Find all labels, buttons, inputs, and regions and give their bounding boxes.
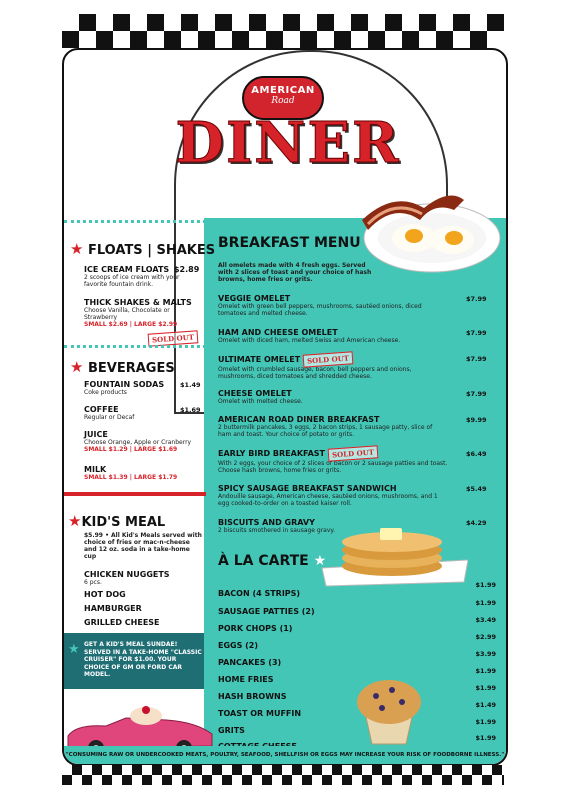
star-icon: ★	[68, 512, 82, 530]
star-icon: ★	[70, 358, 84, 376]
item-name: GRILLED CHEESE	[84, 618, 160, 627]
floats-heading-label: FLOATS | SHAKES	[87, 243, 216, 258]
sold-out-stamp: SOLD OUT	[148, 330, 199, 346]
item-price: $7.99	[466, 329, 487, 337]
menu-item	[218, 447, 450, 474]
item-name: EARLY BIRD BREAKFAST	[218, 449, 325, 458]
item-price: $2.99	[475, 633, 496, 641]
item-price: $1.49	[475, 701, 496, 709]
star-icon: ★	[313, 553, 327, 569]
item-price: $6.49	[466, 450, 487, 458]
menu-item	[84, 298, 202, 328]
item-desc: 2 scoops of ice cream with your favorite fountain drink.	[84, 274, 180, 288]
item-name: CHICKEN NUGGETS	[84, 570, 170, 579]
logo-text-bottom: Road	[271, 96, 295, 106]
item-desc: Choose Vanilla, Chocolate or Strawberry	[84, 307, 170, 321]
pancakes-plate-image	[318, 520, 468, 588]
menu-item	[218, 389, 438, 405]
item-name: FOUNTAIN SODAS	[84, 380, 165, 389]
item-sizes: SMALL $1.29 | LARGE $1.69	[84, 446, 178, 453]
item-price: $7.99	[466, 390, 487, 398]
item-name: PORK CHOPS (1)	[218, 624, 293, 633]
item-price: $7.99	[466, 295, 487, 303]
item-name: ULTIMATE OMELET	[218, 355, 301, 364]
dotted-divider	[64, 345, 206, 348]
menu-item	[218, 484, 448, 507]
item-price: $7.99	[466, 355, 487, 363]
checker-border-top	[62, 14, 504, 48]
diner-title: DINER	[175, 110, 401, 176]
alacarte-heading-label: À LA CARTE	[218, 553, 309, 569]
menu-item	[84, 570, 202, 586]
item-price: $1.99	[475, 667, 496, 675]
item-desc: With 2 eggs, your choice of 2 slices of bacon or 2 sausage patties and toast. Choose hash browns, home fries or grits.	[218, 460, 448, 474]
item-desc: 2 biscuits smothered in sausage gravy.	[218, 527, 336, 534]
item-sizes: SMALL $1.39 | LARGE $1.79	[84, 474, 178, 481]
item-price: $1.69	[180, 406, 201, 414]
item-price: $1.99	[475, 581, 496, 589]
menu-card	[62, 48, 508, 766]
item-name: COFFEE	[84, 405, 119, 414]
item-name: ICE CREAM FLOATS	[84, 265, 170, 274]
menu-item	[218, 415, 438, 438]
breakfast-intro-text: All omelets made with 4 fresh eggs. Served with 2 slices of toast and your choice of hash browns, home fries or grits.	[218, 262, 372, 283]
item-name: TOAST OR MUFFIN	[218, 709, 302, 718]
item-desc: 6 pcs.	[84, 579, 102, 586]
menu-item	[84, 265, 202, 288]
beverages-heading	[70, 358, 175, 376]
item-desc: Omelet with diced ham, melted Swiss and American cheese.	[218, 337, 401, 344]
menu-item	[218, 294, 438, 317]
item-price: $1.99	[475, 684, 496, 692]
star-icon: ★	[68, 642, 80, 657]
breakfast-heading-label: BREAKFAST MENU	[218, 235, 361, 251]
breakfast-heading	[218, 235, 378, 251]
kids-intro	[84, 532, 202, 560]
menu-item	[218, 581, 496, 600]
menu-item	[218, 353, 448, 380]
beverages-heading-label: BEVERAGES	[87, 361, 175, 376]
item-price: $5.49	[466, 485, 487, 493]
floats-heading	[70, 240, 215, 258]
item-desc: Coke products	[84, 389, 127, 396]
item-price: $3.49	[475, 616, 496, 624]
item-price: $1.49	[180, 381, 201, 389]
item-desc: Regular or Decaf	[84, 414, 135, 421]
item-name: HOT DOG	[84, 590, 126, 599]
item-price: $2.89	[173, 265, 200, 274]
item-name: HOME FRIES	[218, 675, 274, 684]
star-icon: ★	[70, 240, 84, 258]
item-name: CHEESE OMELET	[218, 389, 292, 398]
logo-text-top: AMERICAN	[251, 85, 315, 96]
item-desc: Omelet with green bell peppers, mushrooms, sautéed onions, diced tomatoes and melted cheese.	[218, 303, 422, 317]
muffin-image	[352, 674, 426, 746]
item-name: VEGGIE OMELET	[218, 294, 291, 303]
red-divider	[64, 492, 206, 496]
kids-heading	[68, 512, 165, 530]
item-price: $4.29	[466, 519, 487, 527]
sold-out-stamp: SOLD OUT	[303, 351, 354, 367]
item-name: HAMBURGER	[84, 604, 142, 613]
item-price: $1.99	[475, 599, 496, 607]
alacarte-heading	[218, 553, 326, 569]
star-icon: ★	[365, 235, 379, 251]
item-name: HAM AND CHEESE OMELET	[218, 328, 338, 337]
item-desc: Omelet with crumbled sausage, bacon, bell peppers and onions, mushrooms, diced tomatoes and shredded cheese.	[218, 366, 412, 380]
menu-item	[218, 328, 438, 344]
menu-item	[84, 618, 160, 627]
item-name: JUICE	[84, 430, 108, 439]
kids-heading-label: KID'S MEAL	[81, 515, 166, 530]
menu-item	[84, 430, 204, 453]
kids-intro-text: $5.99 • All Kid's Meals served with choice of fries or mac-n-cheese and 12 oz. soda in a take-home cup	[84, 532, 202, 560]
item-price: $9.99	[466, 416, 487, 424]
item-desc: Omelet with melted cheese.	[218, 398, 303, 405]
kids-promo-text: GET A KID'S MEAL SUNDAE! SERVED IN A TAKE-HOME "CLASSIC CRUISER" FOR $1.00. YOUR CHOICE OF GM OR FORD CAR MODEL.	[84, 641, 202, 678]
item-desc: Andouille sausage, American cheese, sautéed onions, mushrooms, and 1 egg cooked-to-order on a toasted kaiser roll.	[218, 493, 438, 507]
dotted-divider	[64, 220, 206, 223]
item-price: $3.99	[475, 650, 496, 658]
menu-item	[84, 590, 126, 599]
breakfast-intro	[218, 262, 378, 283]
item-name: EGGS (2)	[218, 641, 259, 650]
item-price: $1.99	[475, 734, 496, 742]
checker-border-bottom	[62, 765, 504, 785]
item-desc: Choose Orange, Apple or Cranberry	[84, 439, 192, 446]
item-name: BACON (4 STRIPS)	[218, 589, 301, 598]
item-sizes: SMALL $2.69 | LARGE $2.99	[84, 321, 178, 328]
menu-item	[84, 465, 202, 481]
sold-out-stamp: SOLD OUT	[327, 445, 378, 461]
item-name: SPICY SAUSAGE BREAKFAST SANDWICH	[218, 484, 397, 493]
item-name: BISCUITS AND GRAVY	[218, 518, 315, 527]
item-name: AMERICAN ROAD DINER BREAKFAST	[218, 415, 380, 424]
item-name: SAUSAGE PATTIES (2)	[218, 607, 315, 616]
item-name: MILK	[84, 465, 107, 474]
item-name: HASH BROWNS	[218, 692, 287, 701]
item-name: GRITS	[218, 726, 245, 735]
food-safety-disclaimer: "CONSUMING RAW OR UNDERCOOKED MEATS, POULTRY, SEAFOOD, SHELLFISH OR EGGS MAY INCREASE YOUR RISK OF FOODBORNE ILLNESS."	[64, 746, 506, 764]
menu-item	[84, 604, 142, 613]
item-price: $1.99	[475, 718, 496, 726]
item-name: PANCAKES (3)	[218, 658, 282, 667]
item-desc: 2 buttermilk pancakes, 3 eggs, 2 bacon strips, 1 sausage patty, slice of ham and toast. Your choice of potato or grits.	[218, 424, 433, 438]
item-name: THICK SHAKES & MALTS	[84, 298, 192, 307]
